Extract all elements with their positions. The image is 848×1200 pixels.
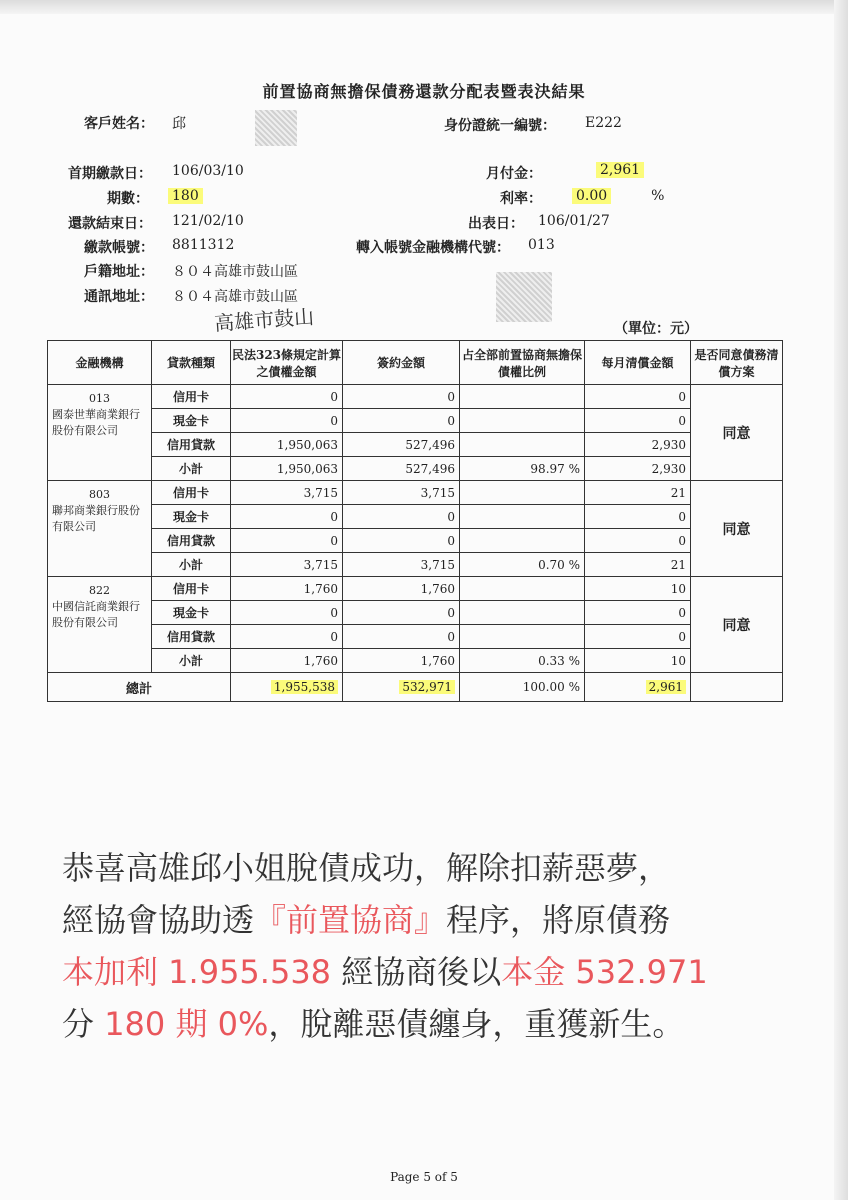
loan-type: 信用卡	[152, 577, 231, 601]
banner-l3b: 經協商後以	[331, 953, 502, 991]
claim-amount: 0	[231, 385, 343, 409]
banner-l3c: 本金 532.971	[501, 953, 708, 991]
claim-amount: 1,760	[231, 649, 343, 673]
signed-amount: 0	[343, 601, 460, 625]
household-address-value: ８０４高雄市鼓山區	[172, 264, 298, 280]
institution-cell	[48, 481, 152, 577]
periods-label: 期數：	[107, 191, 149, 207]
loan-type: 現金卡	[152, 505, 231, 529]
claim-amount: 0	[231, 409, 343, 433]
signed-amount: 527,496	[343, 457, 460, 481]
redaction-stamp	[255, 110, 297, 146]
first-payment-value: 106/03/10	[172, 163, 244, 179]
claim-amount: 0	[231, 625, 343, 649]
table-row	[48, 385, 783, 409]
mail-address-label: 通訊地址：	[84, 289, 154, 305]
monthly-payment-highlight	[596, 162, 644, 178]
claim-amount: 0	[231, 601, 343, 625]
loan-type: 小計	[152, 553, 231, 577]
banner-l2a: 經協會協助透	[62, 901, 255, 939]
header-loan-type: 貸款種類	[152, 341, 231, 385]
scan-edge-right	[834, 0, 848, 1200]
institution-code: 803	[89, 488, 110, 501]
signed-amount: 0	[343, 385, 460, 409]
total-monthly: 2,961	[646, 680, 686, 694]
banner-line-3	[62, 946, 782, 998]
periods-value: 180	[168, 188, 203, 204]
allocation-table	[47, 340, 783, 702]
institution-name: 國泰世華商業銀行股份有限公司	[52, 408, 140, 437]
loan-type: 信用貸款	[152, 529, 231, 553]
ratio	[460, 481, 585, 505]
rate-label: 利率：	[500, 191, 542, 207]
end-date-value: 121/02/10	[172, 213, 244, 229]
institution-cell	[48, 577, 152, 673]
total-claim-cell	[231, 673, 343, 702]
table-row	[48, 433, 783, 457]
banner-line-1: 恭喜高雄邱小姐脫債成功，解除扣薪惡夢，	[62, 849, 671, 887]
periods-highlight	[168, 188, 203, 204]
loan-type: 小計	[152, 649, 231, 673]
banner-line-2	[62, 894, 782, 946]
agree-status: 同意	[691, 577, 783, 673]
end-date-label: 還款結束日：	[68, 216, 152, 232]
signed-amount: 3,715	[343, 481, 460, 505]
monthly-amount: 2,930	[585, 457, 691, 481]
monthly-amount: 0	[585, 601, 691, 625]
header-ratio: 占全部前置協商無擔保債權比例	[460, 341, 585, 385]
institution-name: 聯邦商業銀行股份有限公司	[52, 504, 140, 533]
account-value: 8811312	[172, 237, 235, 253]
account-label: 繳款帳號：	[84, 240, 154, 256]
signed-amount: 0	[343, 625, 460, 649]
ratio	[460, 505, 585, 529]
monthly-amount: 10	[585, 649, 691, 673]
banner-l4b: 180 期 0%	[104, 1005, 269, 1043]
household-address-label: 戶籍地址：	[84, 264, 154, 280]
mail-address-value: ８０４高雄市鼓山區	[172, 289, 298, 305]
header-institution: 金融機構	[48, 341, 152, 385]
redaction-stamp-2	[496, 272, 552, 322]
document-title: 前置協商無擔保債務還款分配表暨表決結果	[262, 82, 586, 101]
claim-amount: 0	[231, 529, 343, 553]
institution-code: 013	[89, 392, 110, 405]
signed-amount: 1,760	[343, 649, 460, 673]
agree-status: 同意	[691, 385, 783, 481]
claim-amount: 0	[231, 505, 343, 529]
header-claim-amount: 民法323條規定計算之債權金額	[231, 341, 343, 385]
customer-name-label: 客戶姓名：	[84, 116, 154, 132]
ratio	[460, 385, 585, 409]
institution-cell	[48, 385, 152, 481]
loan-type: 信用貸款	[152, 433, 231, 457]
header-signed-amount: 簽約金額	[343, 341, 460, 385]
table-row-subtotal	[48, 649, 783, 673]
monthly-amount: 10	[585, 577, 691, 601]
table-row	[48, 529, 783, 553]
table-row-total	[48, 673, 783, 702]
ratio	[460, 409, 585, 433]
signed-amount: 527,496	[343, 433, 460, 457]
ratio: 98.97 %	[460, 457, 585, 481]
id-number-label: 身份證統一編號：	[444, 118, 556, 134]
monthly-amount: 2,930	[585, 433, 691, 457]
claim-amount: 1,760	[231, 577, 343, 601]
table-row	[48, 409, 783, 433]
banner-l2c: 程序，將原債務	[446, 901, 671, 939]
page-footer: Page 5 of 5	[390, 1170, 458, 1184]
signed-amount: 0	[343, 409, 460, 433]
monthly-amount: 0	[585, 505, 691, 529]
total-ratio: 100.00 %	[460, 673, 585, 702]
monthly-amount: 21	[585, 553, 691, 577]
rate-unit: %	[651, 188, 665, 204]
table-row	[48, 577, 783, 601]
first-payment-label: 首期繳款日：	[68, 166, 152, 182]
loan-type: 小計	[152, 457, 231, 481]
loan-type: 現金卡	[152, 601, 231, 625]
issue-date-value: 106/01/27	[538, 213, 610, 229]
ratio	[460, 601, 585, 625]
banner-l3a: 本加利 1.955.538	[62, 953, 332, 991]
total-claim: 1,955,538	[271, 680, 338, 694]
unit-note: （單位：元）	[614, 321, 698, 337]
total-monthly-cell	[585, 673, 691, 702]
banner-l4a: 分	[62, 1005, 105, 1043]
loan-type: 信用貸款	[152, 625, 231, 649]
banner-l2b: 『前置協商』	[254, 901, 447, 939]
banner-line-4	[62, 998, 782, 1050]
bank-code-label: 轉入帳號金融機構代號：	[356, 240, 510, 256]
claim-amount: 1,950,063	[231, 433, 343, 457]
promo-banner	[62, 842, 782, 1050]
customer-name-value: 邱	[172, 116, 186, 132]
institution-name: 中國信託商業銀行股份有限公司	[52, 600, 140, 629]
loan-type: 信用卡	[152, 385, 231, 409]
table-row	[48, 625, 783, 649]
table-row	[48, 601, 783, 625]
rate-value: 0.00	[572, 188, 611, 204]
ratio	[460, 433, 585, 457]
issue-date-label: 出表日：	[468, 216, 524, 232]
header-agree: 是否同意債務清償方案	[691, 341, 783, 385]
ratio	[460, 625, 585, 649]
header-monthly: 每月清償金額	[585, 341, 691, 385]
total-signed-cell	[343, 673, 460, 702]
table-row-subtotal	[48, 553, 783, 577]
total-label: 總計	[48, 673, 231, 702]
signed-amount: 0	[343, 529, 460, 553]
ratio	[460, 577, 585, 601]
monthly-amount: 0	[585, 385, 691, 409]
table-row	[48, 481, 783, 505]
monthly-amount: 0	[585, 529, 691, 553]
monthly-amount: 0	[585, 409, 691, 433]
claim-amount: 3,715	[231, 481, 343, 505]
bank-code-value: 013	[528, 237, 555, 253]
claim-amount: 3,715	[231, 553, 343, 577]
id-number-value: E222	[585, 115, 622, 131]
scan-edge-top	[0, 0, 848, 14]
signed-amount: 0	[343, 505, 460, 529]
monthly-payment-label: 月付金：	[486, 166, 542, 182]
loan-type: 現金卡	[152, 409, 231, 433]
table-row-subtotal	[48, 457, 783, 481]
signed-amount: 1,760	[343, 577, 460, 601]
claim-amount: 1,950,063	[231, 457, 343, 481]
signed-amount: 3,715	[343, 553, 460, 577]
monthly-payment-value: 2,961	[596, 162, 644, 178]
banner-l4c: ，脫離惡債纏身，重獲新生。	[268, 1005, 685, 1043]
monthly-amount: 0	[585, 625, 691, 649]
total-signed: 532,971	[399, 680, 455, 694]
monthly-amount: 21	[585, 481, 691, 505]
ratio: 0.70 %	[460, 553, 585, 577]
loan-type: 信用卡	[152, 481, 231, 505]
handwritten-address: 高雄市鼓山	[213, 304, 315, 336]
ratio	[460, 529, 585, 553]
agree-status: 同意	[691, 481, 783, 577]
table-header-row	[48, 341, 783, 385]
ratio: 0.33 %	[460, 649, 585, 673]
rate-highlight	[572, 188, 664, 204]
institution-code: 822	[89, 584, 110, 597]
total-agree-empty	[691, 673, 783, 702]
table-row	[48, 505, 783, 529]
